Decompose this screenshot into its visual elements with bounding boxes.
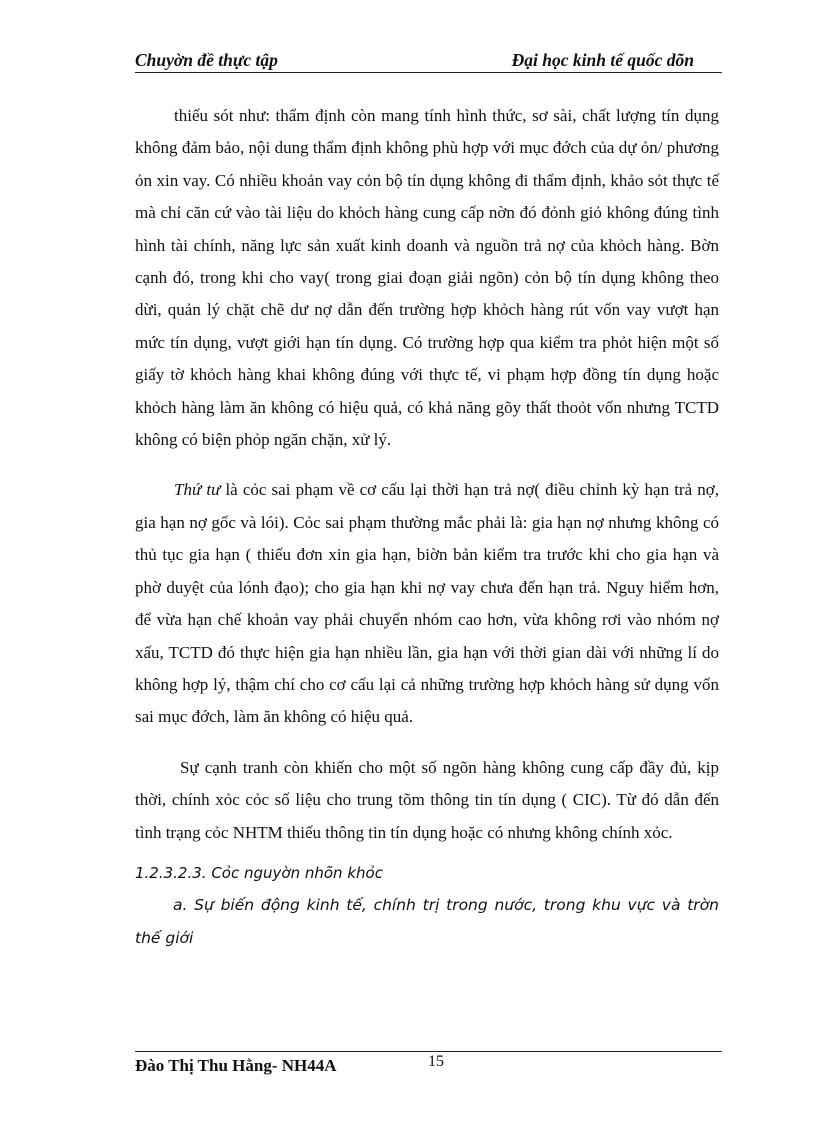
page-header bbox=[135, 48, 722, 73]
footer-rule bbox=[135, 1051, 722, 1052]
paragraph-2 bbox=[135, 474, 719, 733]
body-text bbox=[135, 100, 719, 954]
section-heading: 1.2.3.2.3. Cỏc nguyờn nhõn khỏc bbox=[135, 863, 383, 882]
header-right-title: Đại học kinh tế quốc dõn bbox=[511, 50, 694, 70]
footer-author: Đào Thị Thu Hằng- NH44A bbox=[135, 1056, 337, 1075]
paragraph-1: thiếu sót như: thẩm định còn mang tính hình thức, sơ sài, chất lượng tín dụng không đảm bảo, nội dung thẩm định không phù hợp với mục đớch của dự ỏn/ phương ỏn xin vay. Có nhiều khoản vay cỏn bộ tín dụng không đi thẩm định, khảo sỏt thực tế mà chỉ căn cứ vào tài liệu do khỏch hàng cung cấp nờn đó đỏnh giỏ không đúng tình hình tài chính, năng lực sản xuất kinh doanh và nguồn trả nợ của khỏch hàng. Bờn cạnh đó, trong khi cho vay( trong giai đoạn giải ngõn) cỏn bộ tín dụng không theo dừi, quản lý chặt chẽ dư nợ dẫn đến trường hợp khỏch hàng rút vốn vay vượt hạn mức tín dụng, vượt giới hạn tín dụng. Có trường hợp qua kiểm tra phỏt hiện một số giấy tờ khỏch hàng khai không đúng với thực tế, vi phạm hợp đồng tín dụng hoặc khỏch hàng làm ăn không có hiệu quả, có khả năng gõy thất thoỏt vốn nhưng TCTD không có biện phỏp ngăn chặn, xử lý. bbox=[135, 106, 719, 450]
paragraph-2-lead: Thứ tư bbox=[174, 480, 221, 500]
subsection-heading: a. Sự biến động kinh tế, chính trị trong nước, trong khu vực và trờn thế giới bbox=[135, 896, 719, 947]
page-number: 15 bbox=[428, 1053, 444, 1070]
header-left-title: Chuyờn đề thực tập bbox=[135, 50, 278, 70]
paragraph-2-text: là cỏc sai phạm về cơ cấu lại thời hạn trả nợ( điều chỉnh kỳ hạn trả nợ, gia hạn nợ gốc và lói). Cỏc sai phạm thường mắc phải là: gia hạn nợ nhưng không có thủ tục gia hạn ( thiếu đơn xin gia hạn, biờn bản kiểm tra trước khi cho gia hạn và phờ duyệt của lónh đạo); cho gia hạn khi nợ vay chưa đến hạn trả. Nguy hiểm hơn, để vừa hạn chế khoản vay phải chuyển nhóm cao hơn, vừa không rơi vào nhóm nợ xấu, TCTD đó thực hiện gia hạn nhiều lần, gia hạn với thời gian dài với những lí do không hợp lý, thậm chí cho cơ cấu lại cả những trường hợp khỏch hàng sử dụng vốn sai mục đớch, làm ăn không có hiệu quả. bbox=[135, 480, 719, 727]
paragraph-3: Sự cạnh tranh còn khiến cho một số ngõn hàng không cung cấp đầy đủ, kịp thời, chính xỏc cỏc số liệu cho trung tõm thông tin tín dụng ( CIC). Từ đó dẫn đến tình trạng cỏc NHTM thiếu thông tin tín dụng hoặc có nhưng không chính xỏc. bbox=[135, 757, 719, 842]
